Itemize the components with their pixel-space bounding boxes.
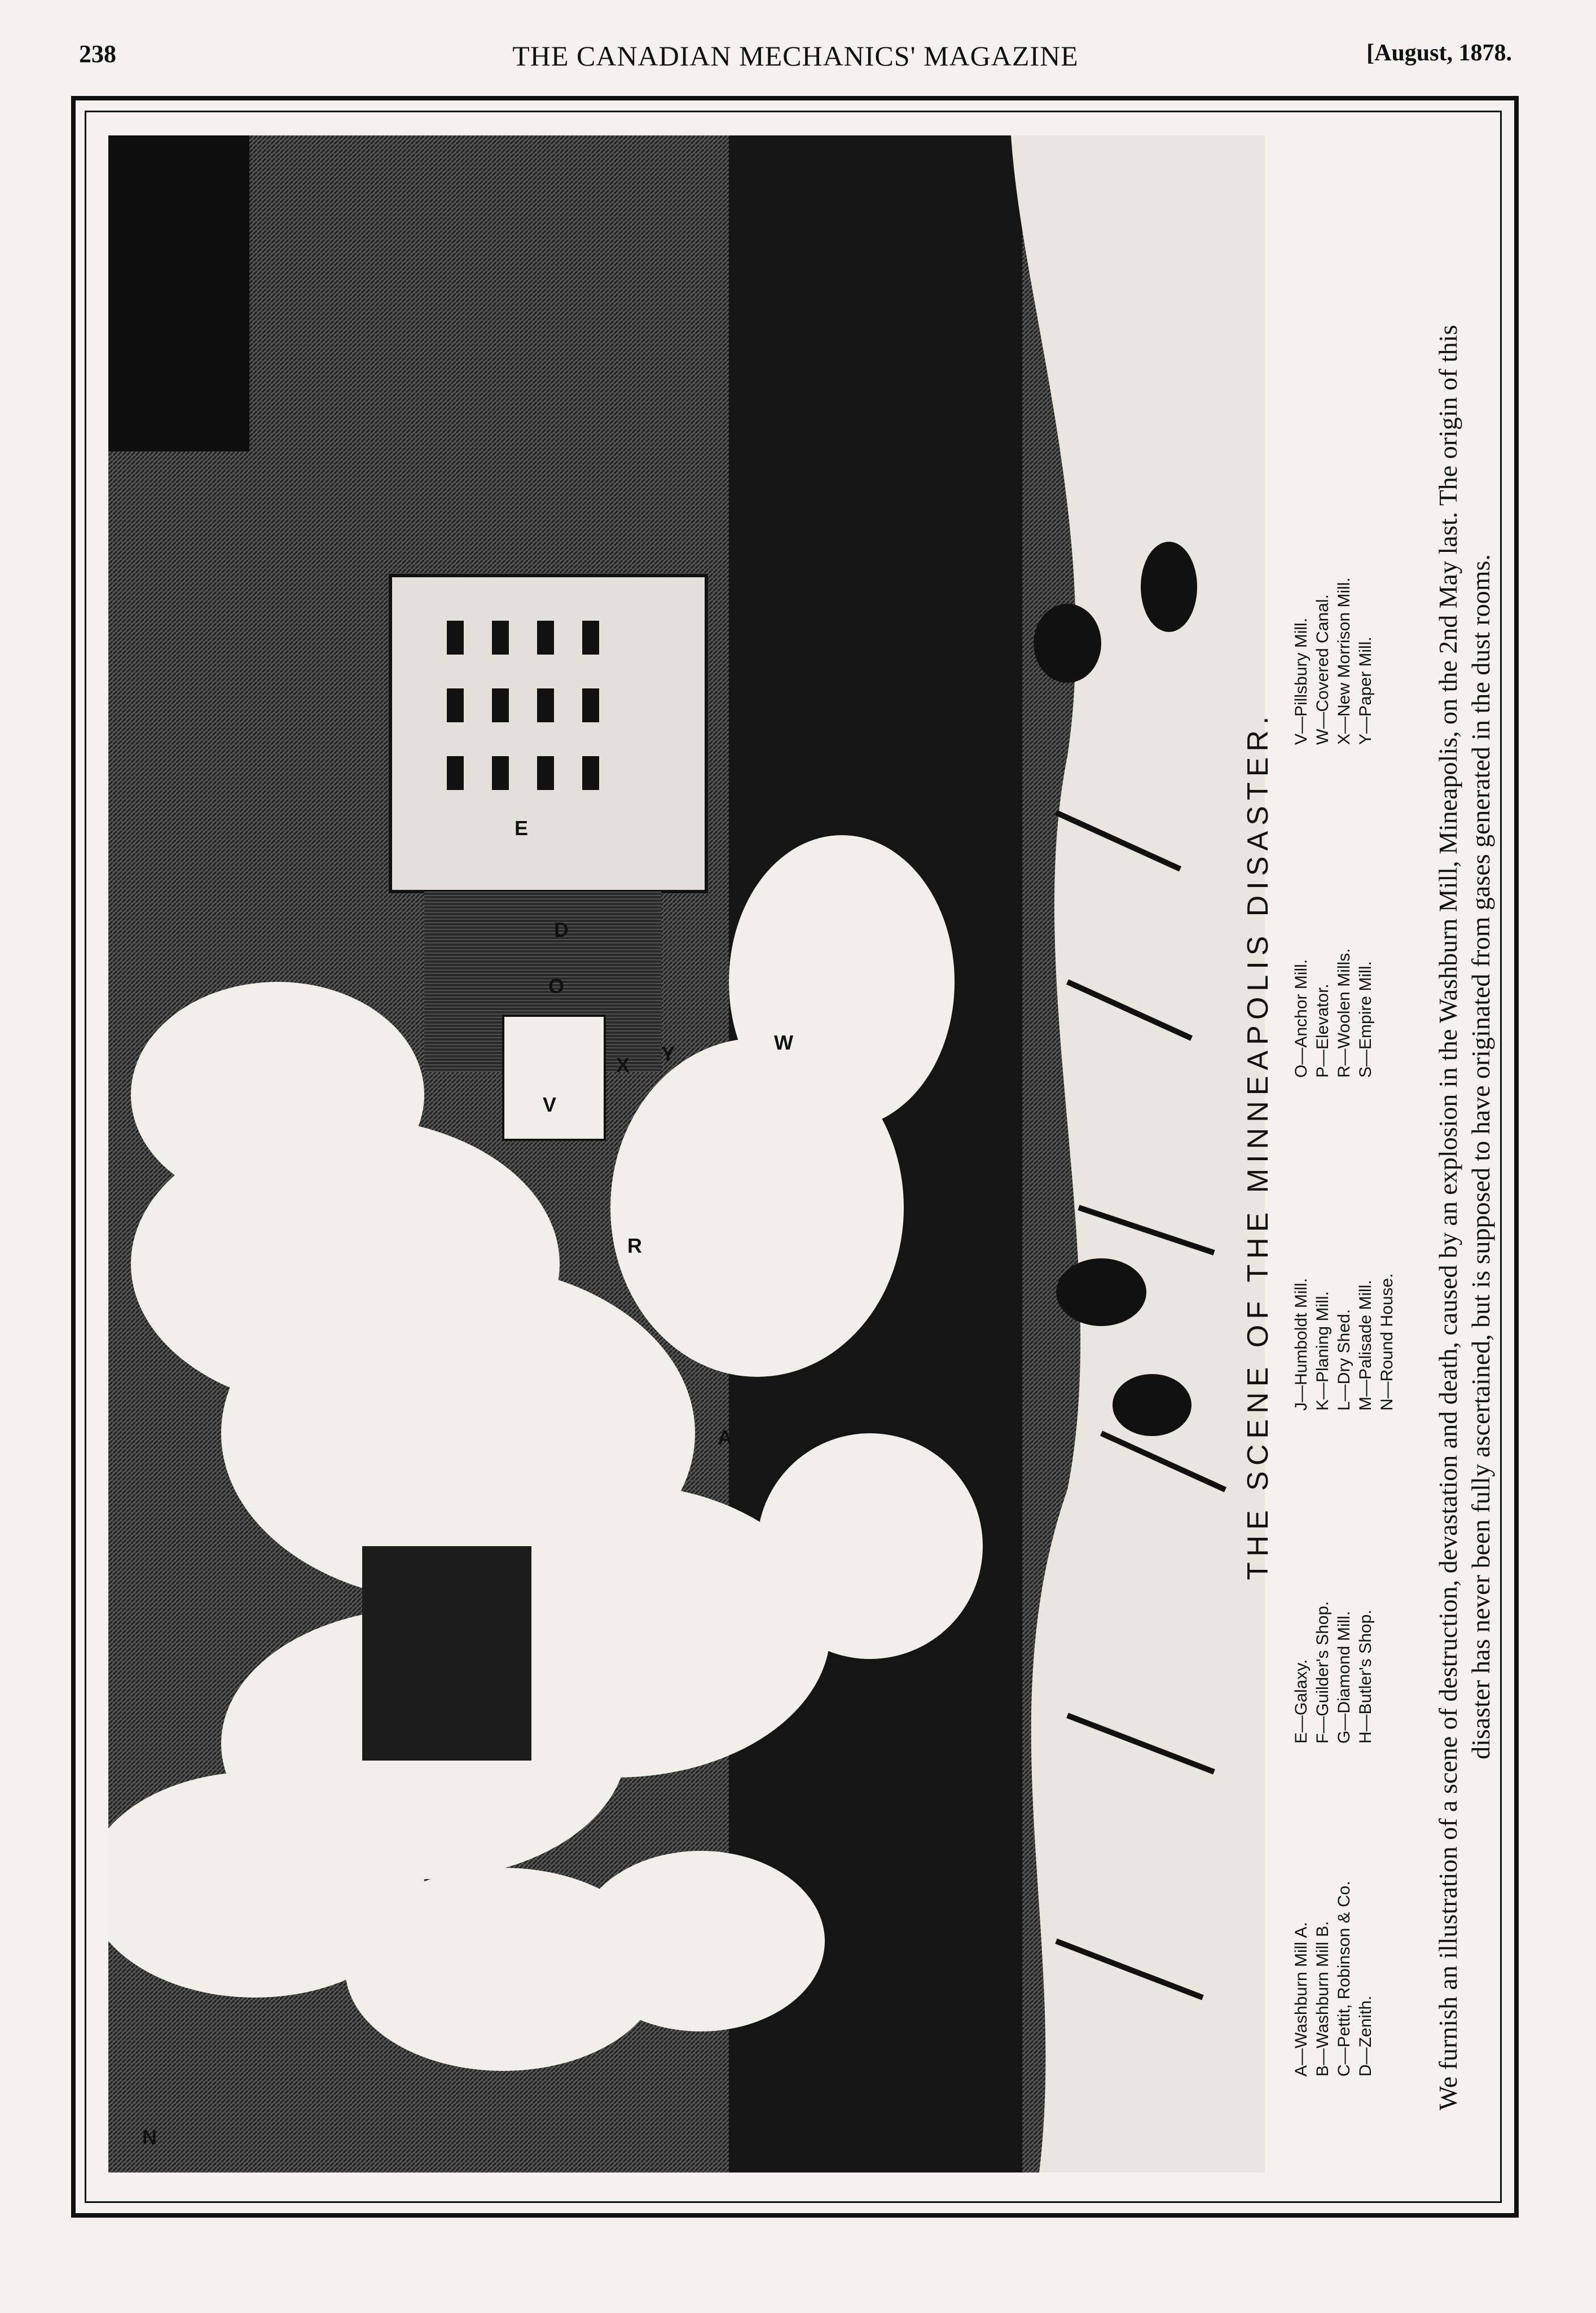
image-letter: X <box>616 1054 630 1077</box>
image-letter: D <box>554 918 569 941</box>
image-letter: N <box>142 2126 157 2149</box>
legend-item: J—Humboldt Mill. <box>1292 1278 1311 1411</box>
illustration-legend <box>1291 181 1398 2110</box>
legend-item: N—Round House. <box>1378 1273 1396 1411</box>
paragraph-line: disaster has never been fully ascertained, but is supposed to have originated from gases generated in the dust rooms. <box>1466 554 1495 1759</box>
legend-column <box>1291 1783 1398 2077</box>
legend-item: L—Dry Shed. <box>1335 1309 1353 1411</box>
image-letter: V <box>543 1093 557 1116</box>
legend-item: D—Zenith. <box>1356 1995 1375 2077</box>
image-letter: O <box>548 975 565 998</box>
legend-column <box>1291 784 1398 1078</box>
page-number: 238 <box>79 40 116 68</box>
article-paragraph <box>1432 181 1497 2110</box>
issue-date: [August, 1878. <box>1366 40 1512 66</box>
legend-item: C—Pettit, Robinson & Co. <box>1335 1881 1353 2077</box>
image-letter: A <box>718 1426 732 1449</box>
legend-item: F—Guilder's Shop. <box>1313 1601 1332 1744</box>
legend-item: H—Butler's Shop. <box>1356 1609 1375 1744</box>
legend-item: P—Elevator. <box>1313 984 1332 1078</box>
legend-column <box>1291 451 1398 745</box>
legend-item: R—Woolen Mills. <box>1335 948 1353 1078</box>
legend-column <box>1291 1450 1398 1744</box>
legend-item: V—Pillsbury Mill. <box>1292 617 1311 745</box>
legend-item: M—Palisade Mill. <box>1356 1280 1375 1411</box>
legend-column <box>1291 1117 1398 1411</box>
legend-item: Y—Paper Mill. <box>1356 637 1375 745</box>
legend-item: B—Washburn Mill B. <box>1313 1921 1332 2077</box>
image-letter: Y <box>661 1042 675 1065</box>
image-letter: W <box>774 1031 793 1054</box>
legend-item: E—Galaxy. <box>1292 1659 1311 1744</box>
magazine-title: THE CANADIAN MECHANICS' MAGAZINE <box>512 40 1079 72</box>
legend-item: K—Planing Mill. <box>1313 1291 1332 1411</box>
legend-item: S—Empire Mill. <box>1356 961 1375 1078</box>
image-letter: R <box>627 1234 642 1257</box>
caption-block <box>1241 181 1512 2110</box>
legend-item: X—New Morrison Mill. <box>1335 577 1353 745</box>
legend-item: O—Anchor Mill. <box>1292 959 1311 1078</box>
paragraph-line: We furnish an illustration of a scene of destruction, devastation and death, caused by an explosion in the Washburn Mill, Mineapolis, on the 2nd May last. The origin of this <box>1434 324 1462 2110</box>
legend-item: G—Diamond Mill. <box>1335 1610 1353 1744</box>
image-letter: E <box>515 817 529 840</box>
legend-item: A—Washburn Mill A. <box>1292 1922 1311 2077</box>
page-header <box>79 39 1512 90</box>
engraving-illustration <box>108 135 1265 2172</box>
legend-item: W—Covered Canal. <box>1313 594 1332 745</box>
illustration-title: THE SCENE OF THE MINNEAPOLIS DISASTER. <box>1242 710 1274 1581</box>
